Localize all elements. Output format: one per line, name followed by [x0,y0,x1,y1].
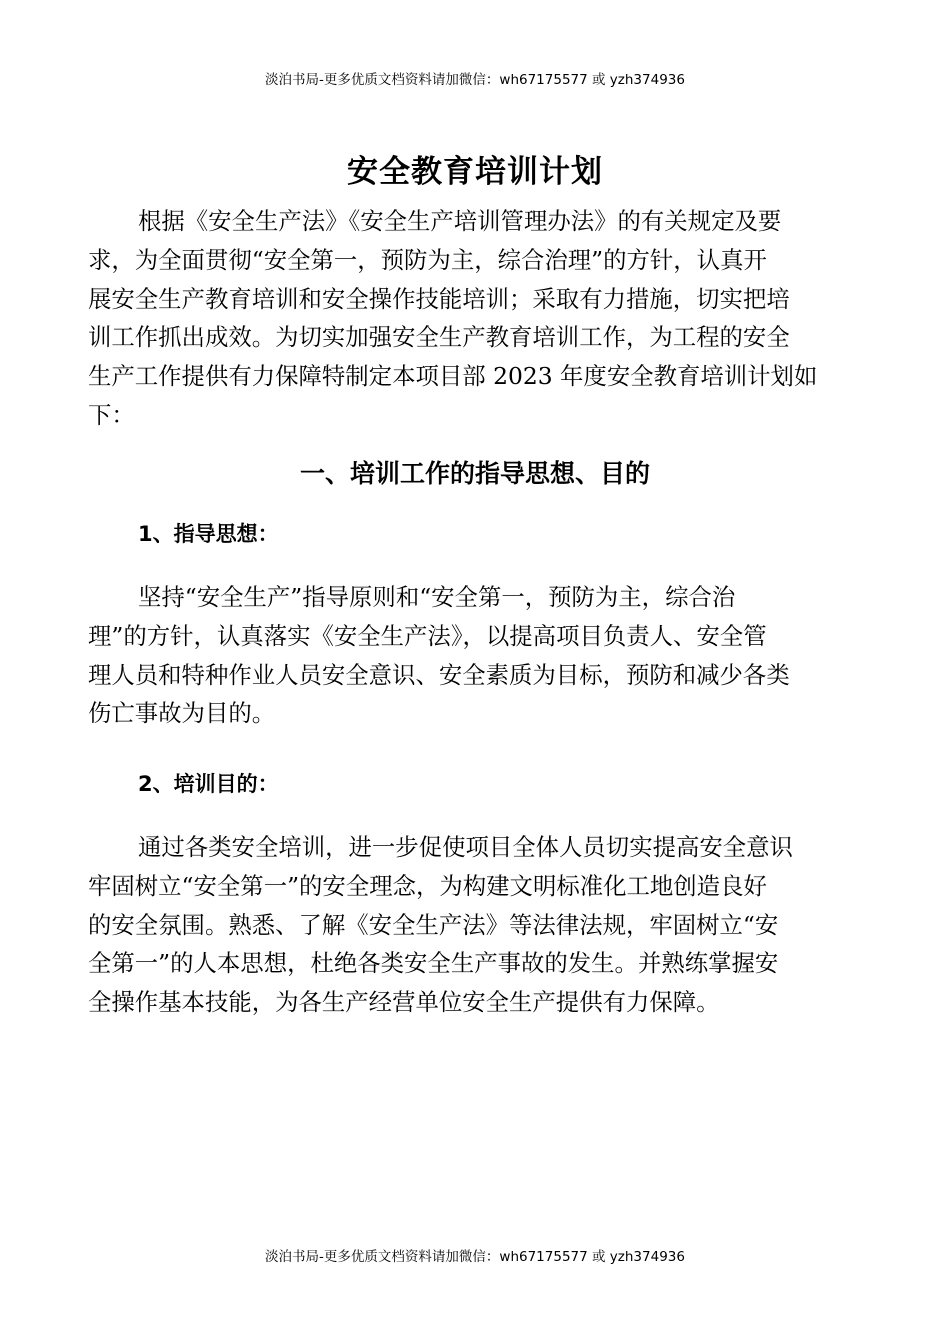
paragraph-line: 的安全氛围。熟悉、了解《安全生产法》等法律法规，牢固树立“安 [88,910,779,939]
page-header: 淡泊书局-更多优质文档资料请加微信：wh67175577 或 yzh374936 [265,72,685,88]
paragraph-line: 生产工作提供有力保障特制定本项目部 2023 年度安全教育培训计划如 [88,362,818,391]
paragraph-line: 坚持“安全生产”指导原则和“安全第一，预防为主，综合治 [138,583,736,611]
intro-paragraph [88,202,868,435]
page-footer: 淡泊书局-更多优质文档资料请加微信：wh67175577 或 yzh374936 [265,1249,685,1265]
paragraph-line: 根据《安全生产法》《安全生产培训管理办法》的有关规定及要 [138,207,782,235]
paragraph-line: 下： [88,400,135,429]
paragraph-line: 全操作基本技能，为各生产经营单位安全生产提供有力保障。 [88,988,720,1017]
paragraph-line: 牢固树立“安全第一”的安全理念，为构建文明标准化工地创造良好 [88,871,767,900]
paragraph-line: 理”的方针，认真落实《安全生产法》，以提高项目负责人、安全管 [88,621,767,650]
paragraph-line: 求，为全面贯彻“安全第一，预防为主，综合治理”的方针，认真开 [88,245,767,274]
paragraph-line: 通过各类安全培训，进一步促使项目全体人员切实提高安全意识 [138,833,793,861]
paragraph-line: 展安全生产教育培训和安全操作技能培训；采取有力措施，切实把培 [88,284,790,313]
paragraph-line: 伤亡事故为目的。 [88,699,276,728]
paragraph-line: 全第一”的人本思想，杜绝各类安全生产事故的发生。并熟练掌握安 [88,949,779,978]
section-heading: 一、培训工作的指导思想、目的 [299,459,650,488]
guiding-idea-paragraph [88,578,868,733]
subsection-heading-guiding-idea: 1、指导思想： [138,522,279,546]
training-purpose-paragraph [88,828,868,1022]
paragraph-line: 训工作抓出成效。为切实加强安全生产教育培训工作，为工程的安全 [88,323,790,352]
document-title: 安全教育培训计划 [347,154,603,190]
subsection-heading-training-purpose: 2、培训目的： [138,772,279,796]
paragraph-line: 理人员和特种作业人员安全意识、安全素质为目标，预防和减少各类 [88,660,790,689]
